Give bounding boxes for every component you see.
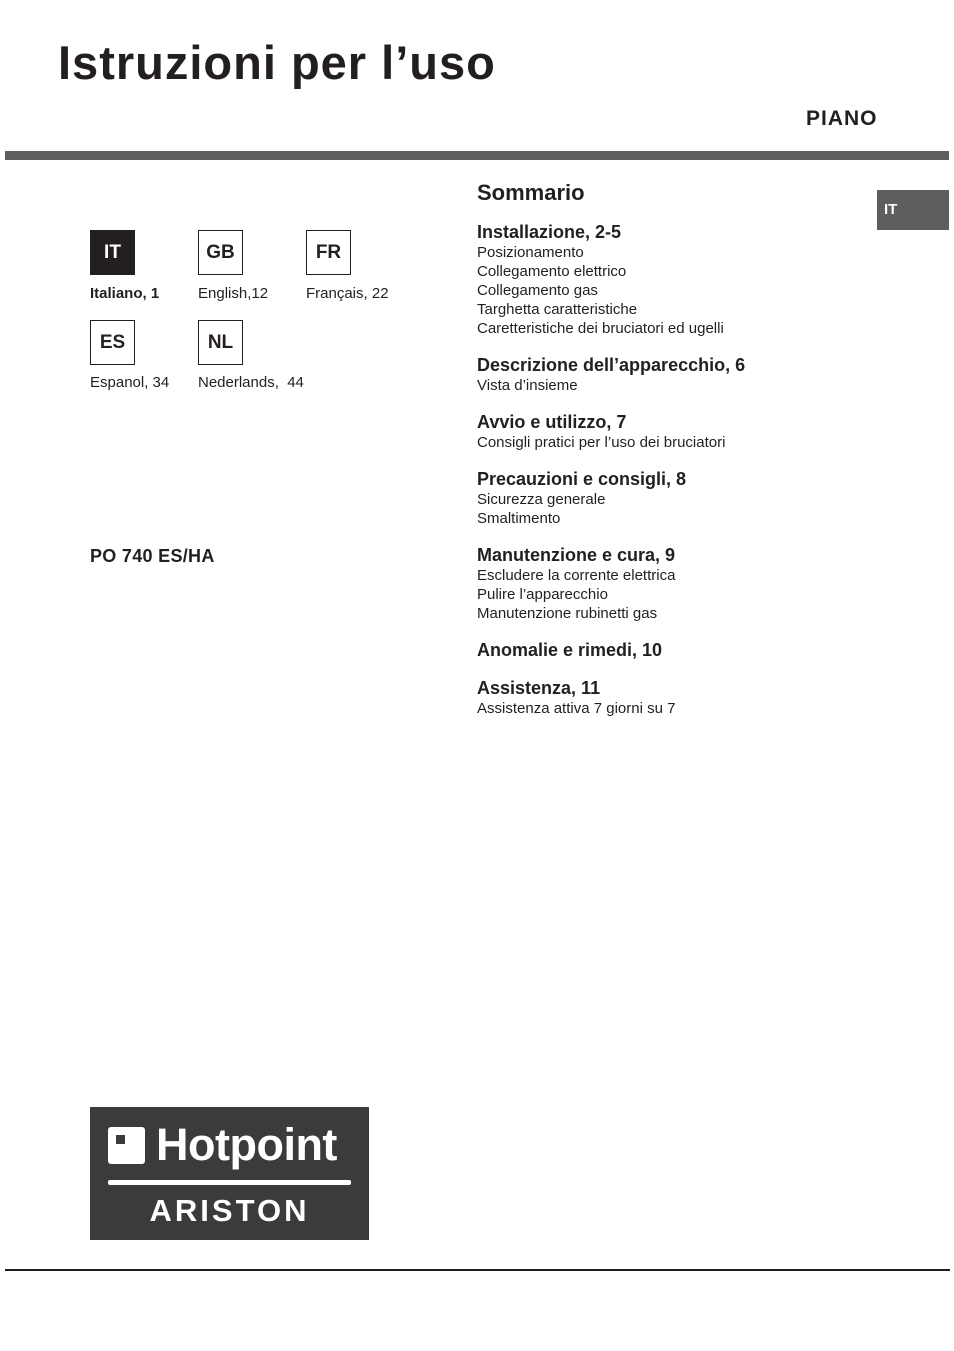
toc-item[interactable]: Escludere la corrente elettrica — [477, 567, 676, 584]
lang-label-it[interactable]: Italiano, 1 — [90, 285, 160, 302]
toc-item[interactable]: Manutenzione rubinetti gas — [477, 605, 658, 622]
toc-item[interactable]: Sicurezza generale — [477, 491, 606, 508]
toc-section — [477, 221, 857, 338]
footer-divider — [5, 1269, 950, 1271]
toc-section — [477, 639, 857, 661]
toc-heading[interactable]: Avvio e utilizzo, 7 — [477, 412, 627, 432]
toc-section — [477, 411, 857, 452]
table-of-contents — [477, 221, 857, 734]
toc-heading[interactable]: Assistenza, 11 — [477, 678, 601, 698]
logo-dot — [116, 1135, 125, 1144]
lang-box-gb[interactable]: GB — [198, 230, 243, 275]
toc-item[interactable]: Posizionamento — [477, 244, 584, 261]
toc-title: Sommario — [477, 180, 585, 205]
model-number: PO 740 ES/HA — [90, 546, 215, 566]
logo-divider — [108, 1180, 351, 1185]
toc-item[interactable]: Smaltimento — [477, 510, 561, 527]
toc-heading[interactable]: Anomalie e rimedi, 10 — [477, 640, 663, 660]
toc-item[interactable]: Assistenza attiva 7 giorni su 7 — [477, 700, 676, 717]
lang-box-es[interactable]: ES — [90, 320, 135, 365]
logo-brand-hotpoint: Hotpoint — [156, 1119, 337, 1170]
toc-heading[interactable]: Manutenzione e cura, 9 — [477, 545, 676, 565]
lang-box-fr[interactable]: FR — [306, 230, 351, 275]
toc-section — [477, 354, 857, 395]
lang-box-it[interactable]: IT — [90, 230, 135, 275]
hotpoint-ariston-logo — [90, 1107, 369, 1240]
lang-box-nl[interactable]: NL — [198, 320, 243, 365]
toc-item[interactable]: Consigli pratici per l’uso dei bruciatori — [477, 434, 726, 451]
toc-item[interactable]: Targhetta caratteristiche — [477, 301, 638, 318]
toc-item[interactable]: Vista d’insieme — [477, 377, 578, 394]
language-side-tab: IT — [877, 190, 949, 230]
toc-section — [477, 677, 857, 718]
header-divider — [5, 151, 949, 160]
toc-heading[interactable]: Descrizione dell’apparecchio, 6 — [477, 355, 746, 375]
toc-item[interactable]: Caretteristiche dei bruciatori ed ugelli — [477, 320, 724, 337]
lang-label-gb[interactable]: English,12 — [198, 285, 269, 302]
toc-section — [477, 544, 857, 623]
lang-label-nl[interactable]: Nederlands, 44 — [198, 374, 304, 391]
lang-label-es[interactable]: Espanol, 34 — [90, 374, 170, 391]
toc-item[interactable]: Collegamento gas — [477, 282, 598, 299]
toc-item[interactable]: Collegamento elettrico — [477, 263, 627, 280]
lang-label-fr[interactable]: Français, 22 — [306, 285, 389, 302]
toc-section — [477, 468, 857, 528]
logo-brand-ariston: ARISTON — [149, 1193, 310, 1228]
toc-heading[interactable]: Installazione, 2-5 — [477, 222, 622, 242]
toc-heading[interactable]: Precauzioni e consigli, 8 — [477, 469, 687, 489]
toc-item[interactable]: Pulire l’apparecchio — [477, 586, 608, 603]
logo-square-icon — [108, 1127, 145, 1164]
page-title: Istruzioni per l’uso — [58, 36, 496, 89]
product-category: PIANO — [806, 107, 878, 130]
